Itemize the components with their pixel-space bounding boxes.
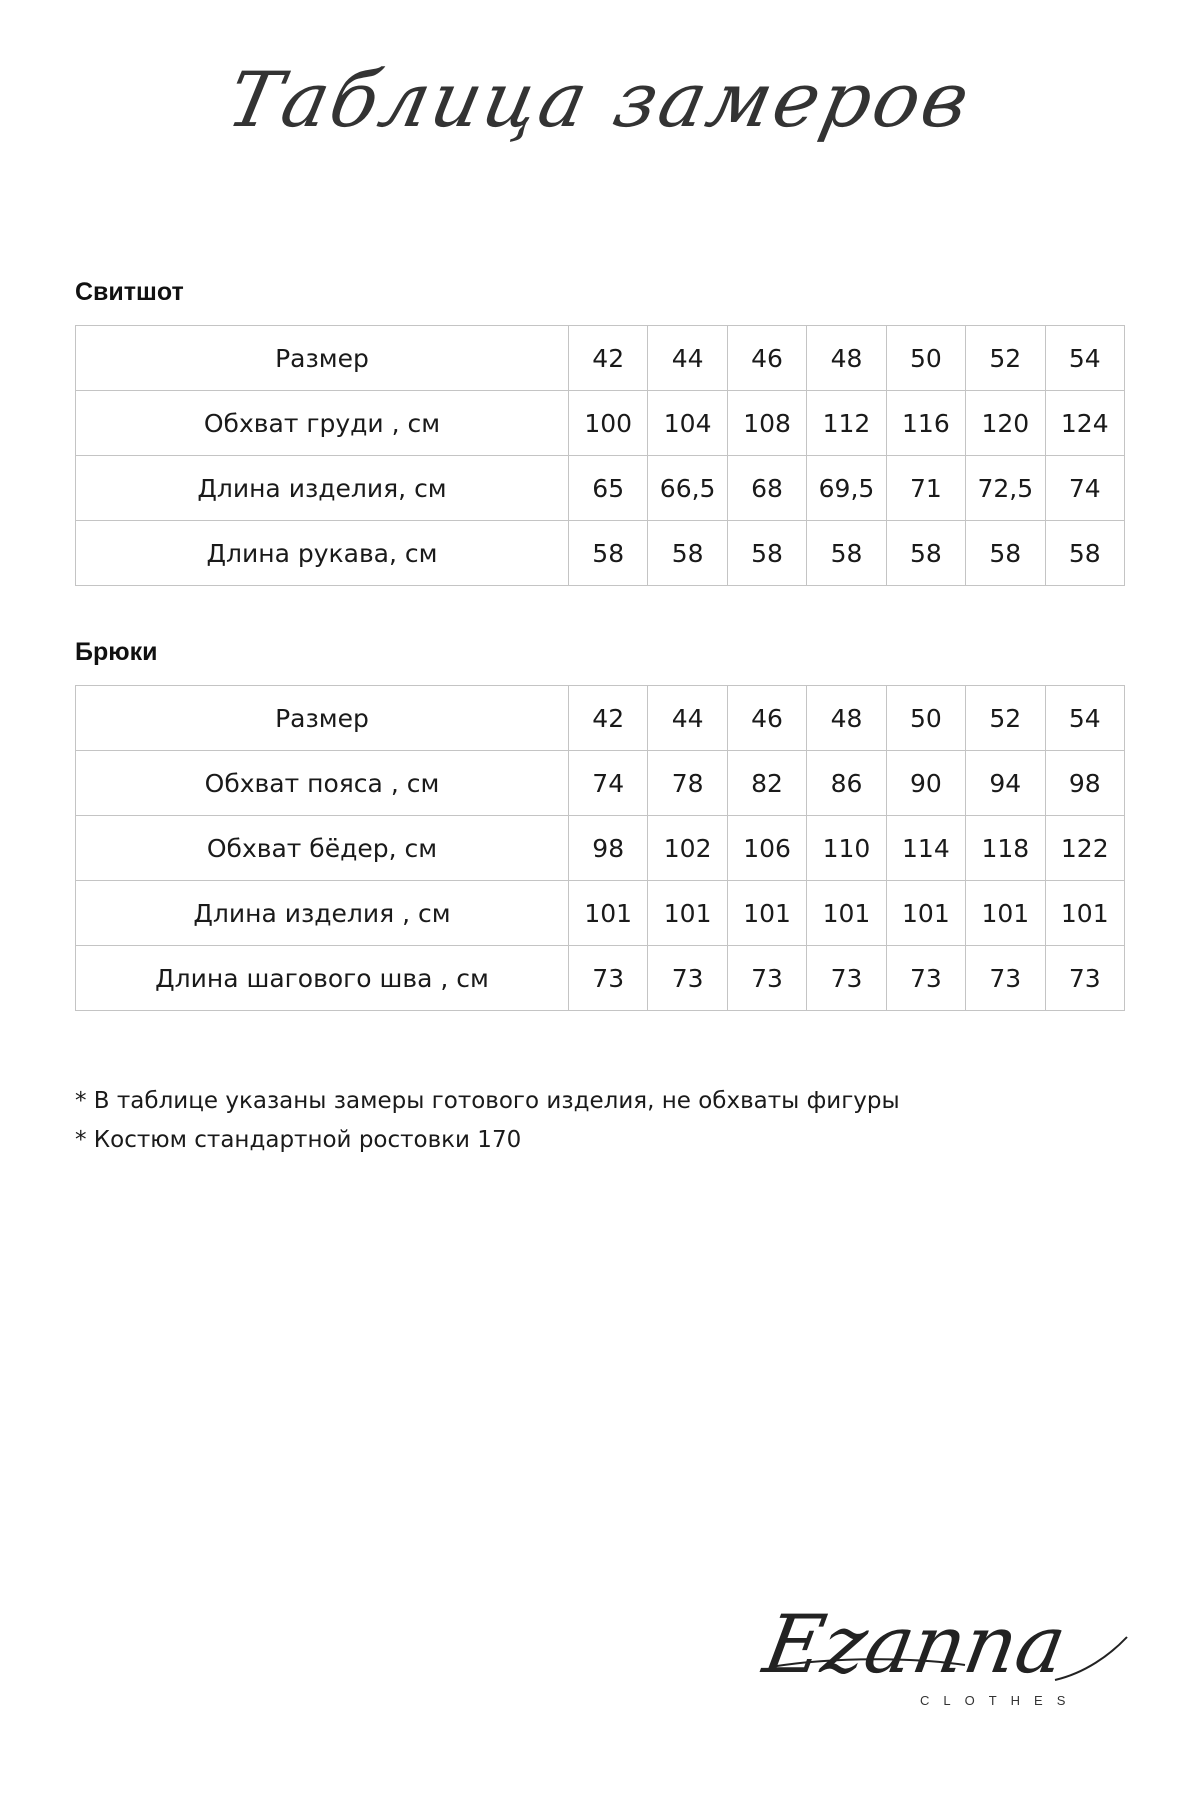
value-cell: 72,5 xyxy=(966,456,1045,521)
value-cell: 101 xyxy=(648,881,727,946)
value-cell: 74 xyxy=(569,751,648,816)
value-cell: 68 xyxy=(727,456,806,521)
value-cell: 102 xyxy=(648,816,727,881)
value-cell: 114 xyxy=(886,816,965,881)
size-cell: 50 xyxy=(886,686,965,751)
value-cell: 101 xyxy=(727,881,806,946)
value-cell: 124 xyxy=(1045,391,1124,456)
table-row xyxy=(76,391,1125,456)
row-label: Обхват пояса , см xyxy=(76,751,569,816)
sweatshirt-size-table xyxy=(75,325,1125,586)
size-cell: 54 xyxy=(1045,686,1124,751)
value-cell: 101 xyxy=(569,881,648,946)
value-cell: 73 xyxy=(807,946,886,1011)
size-cell: 46 xyxy=(727,686,806,751)
table-row xyxy=(76,816,1125,881)
value-cell: 65 xyxy=(569,456,648,521)
trousers-section-title: Брюки xyxy=(75,638,158,666)
table-row xyxy=(76,456,1125,521)
brand-logo xyxy=(757,1585,1145,1735)
sweatshirt-section-title: Свитшот xyxy=(75,278,184,306)
value-cell: 58 xyxy=(966,521,1045,586)
row-label: Размер xyxy=(76,326,569,391)
row-label: Длина шагового шва , см xyxy=(76,946,569,1011)
value-cell: 98 xyxy=(569,816,648,881)
table-row xyxy=(76,881,1125,946)
value-cell: 73 xyxy=(886,946,965,1011)
row-label: Длина изделия , см xyxy=(76,881,569,946)
value-cell: 58 xyxy=(807,521,886,586)
value-cell: 66,5 xyxy=(648,456,727,521)
page-title: Таблица замеров xyxy=(220,55,980,144)
value-cell: 101 xyxy=(886,881,965,946)
value-cell: 101 xyxy=(966,881,1045,946)
value-cell: 106 xyxy=(727,816,806,881)
size-cell: 50 xyxy=(886,326,965,391)
value-cell: 69,5 xyxy=(807,456,886,521)
value-cell: 73 xyxy=(1045,946,1124,1011)
value-cell: 78 xyxy=(648,751,727,816)
row-label: Обхват груди , см xyxy=(76,391,569,456)
note: * Костюм стандартной ростовки 170 xyxy=(75,1127,522,1153)
size-cell: 52 xyxy=(966,326,1045,391)
value-cell: 94 xyxy=(966,751,1045,816)
value-cell: 110 xyxy=(807,816,886,881)
size-cell: 52 xyxy=(966,686,1045,751)
table-row xyxy=(76,521,1125,586)
value-cell: 100 xyxy=(569,391,648,456)
value-cell: 98 xyxy=(1045,751,1124,816)
size-cell: 46 xyxy=(727,326,806,391)
value-cell: 86 xyxy=(807,751,886,816)
value-cell: 73 xyxy=(569,946,648,1011)
notes xyxy=(75,1082,900,1160)
value-cell: 58 xyxy=(727,521,806,586)
trousers-size-table xyxy=(75,685,1125,1011)
value-cell: 74 xyxy=(1045,456,1124,521)
value-cell: 120 xyxy=(966,391,1045,456)
value-cell: 112 xyxy=(807,391,886,456)
row-label: Обхват бёдер, см xyxy=(76,816,569,881)
size-cell: 42 xyxy=(569,326,648,391)
table-row xyxy=(76,686,1125,751)
value-cell: 58 xyxy=(1045,521,1124,586)
value-cell: 101 xyxy=(807,881,886,946)
value-cell: 101 xyxy=(1045,881,1124,946)
logo-wordmark: Ezanna xyxy=(757,1598,1073,1691)
size-cell: 48 xyxy=(807,686,886,751)
value-cell: 104 xyxy=(648,391,727,456)
value-cell: 73 xyxy=(648,946,727,1011)
value-cell: 58 xyxy=(648,521,727,586)
size-cell: 54 xyxy=(1045,326,1124,391)
value-cell: 73 xyxy=(727,946,806,1011)
size-cell: 48 xyxy=(807,326,886,391)
value-cell: 122 xyxy=(1045,816,1124,881)
size-cell: 42 xyxy=(569,686,648,751)
value-cell: 58 xyxy=(886,521,965,586)
size-cell: 44 xyxy=(648,326,727,391)
value-cell: 118 xyxy=(966,816,1045,881)
value-cell: 108 xyxy=(727,391,806,456)
value-cell: 82 xyxy=(727,751,806,816)
value-cell: 71 xyxy=(886,456,965,521)
row-label: Длина изделия, см xyxy=(76,456,569,521)
value-cell: 116 xyxy=(886,391,965,456)
value-cell: 58 xyxy=(569,521,648,586)
value-cell: 90 xyxy=(886,751,965,816)
size-cell: 44 xyxy=(648,686,727,751)
note: * В таблице указаны замеры готового изделия, не обхваты фигуры xyxy=(75,1088,900,1114)
table-row xyxy=(76,326,1125,391)
table-row xyxy=(76,751,1125,816)
value-cell: 73 xyxy=(966,946,1045,1011)
logo-subtitle: CLOTHES xyxy=(920,1693,1080,1708)
row-label: Длина рукава, см xyxy=(76,521,569,586)
table-row xyxy=(76,946,1125,1011)
row-label: Размер xyxy=(76,686,569,751)
